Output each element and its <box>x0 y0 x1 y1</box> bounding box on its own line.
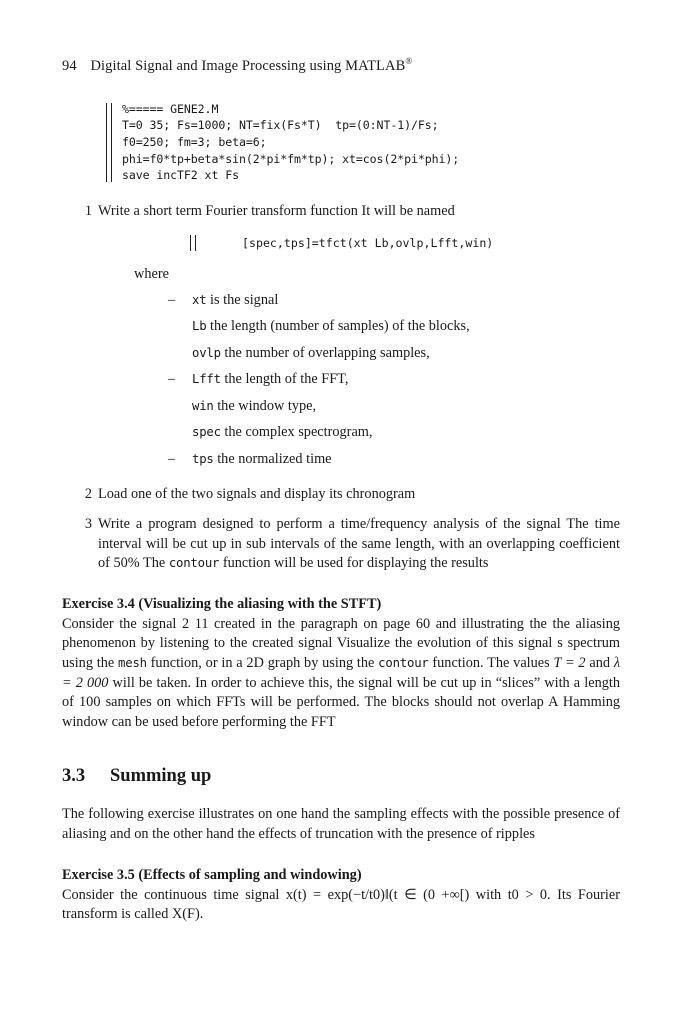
definition-text: the normalized time <box>213 450 332 467</box>
definition-item <box>168 423 620 443</box>
running-head-title: Digital Signal and Image Processing using <box>90 57 342 74</box>
running-head <box>62 56 620 75</box>
definition-term: ovlp <box>192 345 221 360</box>
para-text: function. The values <box>428 655 554 672</box>
exercise-35-paragraph <box>62 886 620 925</box>
definition-term: Lb <box>192 319 207 334</box>
code-line: T=0 35; Fs=1000; NT=fix(Fs*T) tp=(0:NT-1)/Fs; <box>122 118 439 133</box>
function-signature: [spec,tps]=tfct(xt Lb,ovlp,Lfft,win) <box>242 236 494 251</box>
definition-item <box>168 344 620 364</box>
para-text: Consider the signal 2 11 created in the paragraph on page 60 and illustrating the the aliasing phenomenon by listening to the created signal Visualize the evolution of this signal s spectrum using the <box>62 615 620 672</box>
registered-mark: ® <box>405 56 413 66</box>
definition-term: xt <box>192 292 207 307</box>
definition-text: the length of the FFT, <box>220 371 349 388</box>
definition-term: win <box>192 398 214 413</box>
para-line-1: Consider the continuous time signal x(t) = exp(−t/t0)ǁ(t ∈ (0 +∞[) with <box>62 886 502 903</box>
dash-bullet: – <box>168 450 176 467</box>
dash-bullet: – <box>168 371 176 388</box>
para-text: function, or in a 2D graph by using the <box>146 655 379 672</box>
function-signature-box <box>190 235 620 251</box>
list-item-text: Load one of the two signals and display its chronogram <box>98 486 416 503</box>
definition-text: the window type, <box>213 397 317 414</box>
definition-item <box>168 291 620 311</box>
definition-item <box>168 397 620 417</box>
running-head-matlab: MATLAB <box>345 57 406 74</box>
exercise-35-heading: Exercise 3.5 (Effects of sampling and windowing) <box>62 866 362 883</box>
definition-text: the length (number of samples) of the blocks, <box>206 318 470 335</box>
inline-code-mesh: mesh <box>118 656 147 671</box>
list-item-number: 1 <box>84 202 92 219</box>
list-item <box>62 485 620 505</box>
code-line: phi=f0*tp+beta*sin(2*pi*fm*tp); xt=cos(2*pi*phi); <box>122 151 460 166</box>
code-block-gene2 <box>106 101 620 184</box>
definition-item <box>168 450 620 470</box>
definition-text: is the signal <box>206 291 279 308</box>
math-T-value: T = 2 <box>553 655 586 672</box>
para-text: and <box>585 655 614 672</box>
definition-term: spec <box>192 425 221 440</box>
page-number: 94 <box>62 57 77 74</box>
definition-term: tps <box>192 451 214 466</box>
definition-text: the number of overlapping samples, <box>220 344 430 361</box>
list-item-number: 2 <box>84 486 92 503</box>
para-text: will be taken. In order to achieve this, the signal will be cut up in “slices” with a length of 100 samples on which FFTs will be performed. The blocks should not overlap A Hamming window can be used before performing the FFT <box>62 674 620 730</box>
math-lambda-value: λ = 2 000 <box>62 655 621 691</box>
list-item-code: contour <box>168 556 220 571</box>
list-item-text-a: Write a program designed to perform a time/frequency analysis of the signal The time interval will be cut up in sub intervals of the same length, with an overlapping coefficient of 50% The <box>98 516 620 572</box>
code-line: %===== GENE2.M <box>122 101 219 116</box>
definition-list <box>168 291 620 470</box>
para-line-2: t0 > 0. Its Fourier transform is called X(F). <box>62 886 620 923</box>
inline-code-contour: contour <box>378 656 429 671</box>
definition-term: Lfft <box>192 372 221 387</box>
definition-text: the complex spectrogram, <box>220 424 373 441</box>
where-label: where <box>134 266 169 283</box>
list-item-text-b: function will be used for displaying the results <box>219 555 489 572</box>
definition-item <box>168 317 620 337</box>
section-title: Summing up <box>110 766 212 787</box>
exercise-34-paragraph <box>62 615 620 733</box>
list-item <box>62 515 620 574</box>
section-heading-33 <box>62 766 620 787</box>
dash-bullet: – <box>168 291 176 308</box>
definition-item <box>168 370 620 390</box>
list-item-text: Write a short term Fourier transform function It will be named <box>98 202 455 219</box>
list-item-number: 3 <box>84 516 92 533</box>
exercise-34-heading: Exercise 3.4 (Visualizing the aliasing with the STFT) <box>62 595 382 612</box>
section-33-paragraph: The following exercise illustrates on one hand the sampling effects with the possible presence of aliasing and on the other hand the effects of truncation with the presence of ripples <box>62 806 620 843</box>
numbered-question-list <box>62 202 620 574</box>
code-line: save incTF2 xt Fs <box>122 168 239 183</box>
code-line: f0=250; fm=3; beta=6; <box>122 135 267 150</box>
list-item <box>62 202 620 470</box>
section-number: 3.3 <box>62 766 86 787</box>
